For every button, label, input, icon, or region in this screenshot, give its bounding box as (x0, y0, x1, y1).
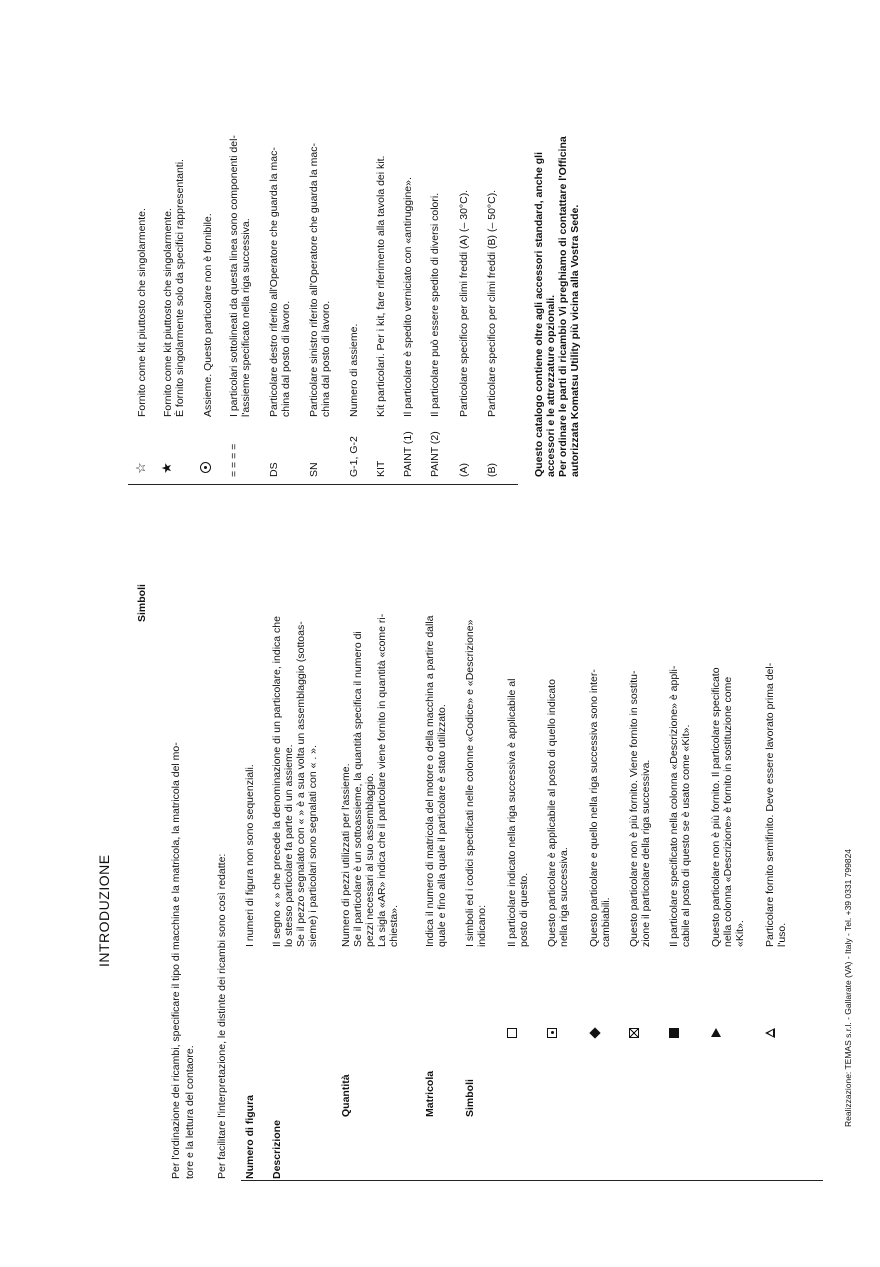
symbol-code: SN (308, 462, 320, 477)
quantita-line: Numero di pezzi utilizzati per l'assieme. (340, 763, 352, 947)
order-line-1: Per l'ordinazione dei ricambi, specificare il tipo di macchina e la matricola, la matricola del mo- (170, 742, 182, 1179)
descrizione-line: Se il pezzo segnalato con « » è a sua volta un assemblaggio (sottoas- (295, 621, 307, 947)
symbol-desc: Il particolare indicato nella riga successiva è applicabile al (506, 678, 518, 947)
descrizione-label: Descrizione (271, 1120, 283, 1179)
right-heading: Simboli (136, 584, 148, 622)
numero-text: I numeri di figura non sono sequenziali. (244, 764, 256, 947)
open-star-icon: ☆ (133, 462, 148, 474)
open-square-icon (506, 1024, 519, 1042)
note-line: accessori e le attrezzature opzionali. (545, 294, 557, 477)
symbol-desc: Particolare specifico per climi freddi (A) (– 30°C). (458, 189, 470, 417)
open-triangle-icon (764, 1024, 777, 1042)
simboli-label: Simboli (464, 1079, 476, 1117)
symbol-desc: Questo particolare non è più fornito. Il particolare specificato (710, 667, 722, 947)
descrizione-line: lo stesso particolare fa parte di un assieme. (283, 744, 295, 947)
symbol-code: G-1, G-2 (348, 436, 360, 477)
numero-label: Numero di figura (244, 1094, 256, 1179)
quantita-line: La sigla «AR» indica che il particolare viene fornito in quantità «come ri- (376, 613, 388, 947)
black-diamond-icon (588, 1024, 601, 1042)
circle-dot-icon (200, 459, 213, 477)
symbol-desc: china dal posto di lavoro. (320, 300, 332, 417)
left-column-divider (241, 1180, 823, 1181)
symbol-desc: nella riga successiva. (558, 847, 570, 947)
symbol-desc: china dal posto di lavoro. (280, 300, 292, 417)
symbol-desc: l'assieme specificato nella riga successiva. (240, 218, 252, 417)
symbol-desc: Il particolare specificato nella colonna «Descrizione» è appli- (668, 665, 680, 947)
symbol-code: (B) (486, 463, 498, 477)
quantita-line: Se il particolare è un sottoassieme, la quantità specifica il numero di (352, 631, 364, 947)
page-title: INTRODUZIONE (96, 854, 112, 967)
symbol-code: PAINT (2) (429, 431, 441, 477)
symbol-desc: Particolare specifico per climi freddi (B) (– 50°C). (486, 189, 498, 417)
matricola-label: Matricola (424, 1070, 436, 1117)
right-column-divider (128, 484, 518, 485)
symbol-desc: «Kit». (734, 920, 746, 947)
symbol-desc: Questo particolare e quello nella riga successiva sono inter- (588, 669, 600, 947)
dotted-square-icon (546, 1024, 559, 1042)
symbol-desc: Particolare sinistro riferito all'Operatore che guarda la mac- (308, 143, 320, 417)
symbol-desc: Questo particolare non è più fornito. Viene fornito in sostitu- (628, 670, 640, 947)
symbol-desc: Il particolare può essere spedito di diversi colori. (429, 192, 441, 417)
black-star-icon: ★ (159, 462, 174, 474)
simboli-line: indicano: (476, 904, 488, 947)
note-line: autorizzata Komatsu Utility più vicina alla Vostra Sede. (569, 204, 581, 477)
symbol-desc: Il particolare è spedito verniciato con «antiruggine». (402, 177, 414, 417)
symbol-desc: l'uso. (776, 922, 788, 947)
symbol-code: = = = = (228, 443, 240, 477)
descrizione-line: Il segno « » che precede la denominazione di un particolare, indica che (271, 616, 283, 947)
symbol-desc: Assieme. Questo particolare non è fornibile. (202, 213, 214, 417)
order-line-2: tore e la lettura del contaore. (184, 1045, 196, 1179)
symbol-code: (A) (458, 463, 470, 477)
symbol-desc: Kit particolari. Per i kit, fare riferimento alla tavola dei kit. (375, 155, 387, 417)
credit-line: Realizzazione: TEMAS s.r.l. - Gallarate (VA) - Italy - Tel. +39 0331 799824 (843, 848, 853, 1127)
symbol-desc: posto di questo. (518, 872, 530, 947)
symbol-desc: zione il particolare della riga successiva. (640, 759, 652, 947)
symbol-desc: Fornito come kit piuttosto che singolarmente. (136, 208, 148, 417)
note-line: Questo catalogo contiene oltre agli accessori standard, anche gli (533, 151, 545, 477)
black-triangle-icon (710, 1024, 723, 1042)
symbol-desc: Fornito come kit piuttosto che singolarmente. (162, 208, 174, 417)
quantita-line: pezzi necessari al suo assemblaggio. (364, 773, 376, 947)
matricola-line: quale e fino alla quale il particolare è stato utilizzato. (436, 704, 448, 947)
quantita-line: chiesta». (388, 904, 400, 947)
symbol-code: PAINT (1) (402, 431, 414, 477)
symbol-desc: cabile al posto di questo se è usato come «Kit». (680, 724, 692, 947)
symbol-desc: È fornito singolarmente solo da specifici rappresentanti. (174, 159, 186, 417)
symbol-desc: Numero di assieme. (348, 323, 360, 417)
symbol-code: DS (268, 462, 280, 477)
matricola-line: Indica il numero di matricola del motore o della macchina a partire dalla (424, 615, 436, 947)
crossed-square-icon (628, 1024, 641, 1042)
quantita-label: Quantità (340, 1074, 352, 1117)
black-square-icon (668, 1024, 681, 1042)
note-line: Per ordinare le parti di ricambio Vi preghiamo di contattare l'Officina (557, 136, 569, 477)
symbol-desc: I particolari sottolineati da questa linea sono componenti del- (228, 135, 240, 417)
descrizione-line: sieme) i particolari sono segnalati con « . ». (307, 745, 319, 947)
interpret-line: Per facilitare l'interpretazione, le distinte dei ricambi sono così redatte: (216, 853, 228, 1179)
simboli-line: I simboli ed i codici specificati nelle colonne «Codice» e «Descrizione» (464, 619, 476, 947)
symbol-desc: Particolare destro riferito all'Operatore che guarda la mac- (268, 147, 280, 417)
symbol-desc: nella colonna «Descrizione» è fornito in sostituzione come (722, 676, 734, 947)
symbol-desc: Questo particolare è applicabile al posto di quello indicato (546, 679, 558, 947)
symbol-desc: cambiabili. (600, 897, 612, 947)
symbol-desc: Particolare fornito semifinito. Deve essere lavorato prima del- (764, 662, 776, 947)
symbol-code: KIT (375, 460, 387, 477)
